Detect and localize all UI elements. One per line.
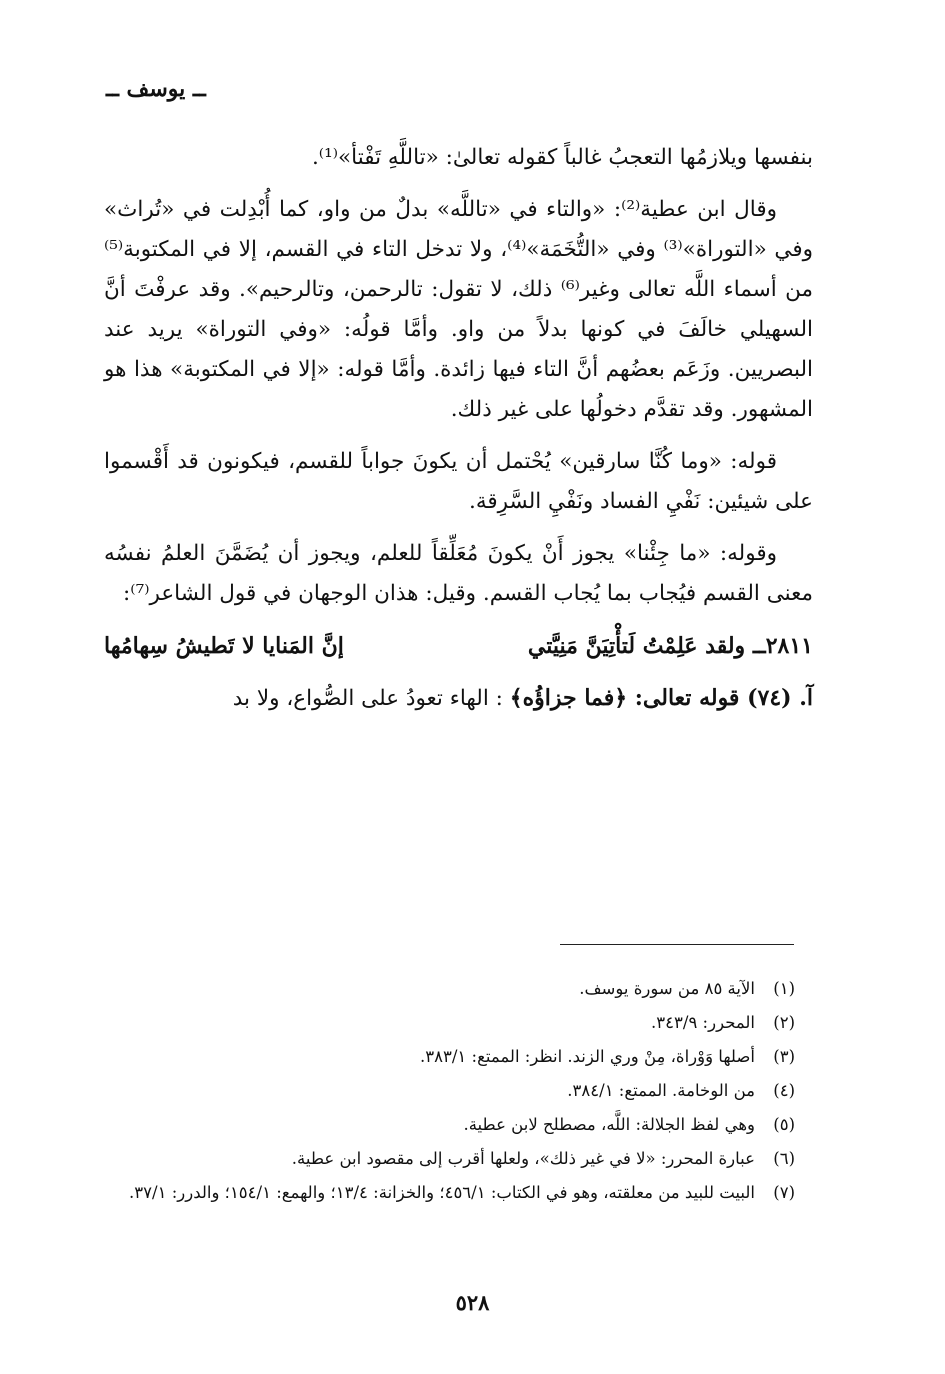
chapter-title: ــ يوسف ــ [106, 76, 206, 102]
ayah-commentary-line [104, 678, 813, 719]
footnote-number: (٣) [773, 1047, 795, 1066]
footnote [104, 1142, 795, 1176]
footnote-number: (٥) [773, 1115, 795, 1134]
paragraph: قوله: «وما كُنَّا سارقين» يُحْتمل أن يكونَ جواباً للقسم، فيكونون قد أَقْسموا على شيئين: نَفْيِ الفساد ونَفْيِ السَّرِقة. [104, 449, 813, 514]
ayah-reference: آ. (٧٤) قوله تعالى: ﴿فما جزاؤُه﴾ [509, 685, 813, 711]
footnote-number: (٢) [773, 1013, 795, 1032]
footnote [104, 1040, 795, 1074]
footnote-text: البيت للبيد من معلقته، وهو في الكتاب: ٤٥٦/١؛ والخزانة: ١٣/٤؛ والهمع: ١٥٤/١؛ والدرر: ٣٧/١. [129, 1183, 755, 1202]
poetry-verse [104, 626, 813, 666]
footnote-separator [560, 944, 794, 945]
footnote-text: أصلها وَوْراة، مِنْ وري الزند. انظر: الممتع: ٣٨٣/١. [420, 1047, 755, 1066]
paragraph: وقوله: «ما جِئْنا» يجوز أَنْ يكونَ مُعَلِّقاً للعلم، ويجوز أن يُضَمَّنَ العلمُ نفسُه معنى القسم فيُجاب بما يُجاب القسم. وقيل: هذان الوجهان في قول الشاعر⁽⁷⁾: [104, 541, 813, 606]
footnote-number: (٤) [773, 1081, 795, 1100]
footnote-text: المحرر: ٣٤٣/٩. [651, 1013, 755, 1032]
footnote [104, 1074, 795, 1108]
footnote-number: (٧) [773, 1183, 795, 1202]
footnote-text: وهي لفظ الجلالة: اللَّه، مصطلح لابن عطية. [463, 1115, 755, 1134]
verse-first-hemistich: ٢٨١١ــ ولقد عَلِمْتُ لَتأْتِيَنَّ مَنِيَّتي [527, 633, 813, 659]
footnote-number: (٦) [773, 1149, 795, 1168]
footnote-text: من الوخامة. الممتع: ٣٨٤/١. [567, 1081, 755, 1100]
footnote [104, 1006, 795, 1040]
paragraph: وقال ابن عطية⁽²⁾: «والتاء في «تاللَّه» بدلٌ من واو، كما أُبْدِلت في «تُراث» وفي «التوراة»⁽³⁾ وفي «التُّخَمَة»⁽⁴⁾، ولا تدخل التاء في القسم، إلا في المكتوبة⁽⁵⁾ من أسماء اللَّه تعالى وغير⁽⁶⁾ ذلك، لا تقول: تالرحمن، وتالرحيم». وقد عرفْتَ أنَّ السهيلي خالَفَ في كونها بدلاً من واو. وأمَّا قولُه: «وفي التوراة» يريد عند البصريين. وزَعَم بعضُهم أنَّ التاء فيها زائدة. وأمَّا قوله: «إلا في المكتوبة» هذا هو المشهور. وقد تقدَّم دخولُها على غير ذلك. [104, 197, 814, 422]
page-number: ٥٢٨ [455, 1290, 490, 1315]
footnote-text: عبارة المحرر: «لا في غير ذلك»، ولعلها أقرب إلى مقصود ابن عطية. [291, 1149, 755, 1168]
footnote [104, 1176, 795, 1210]
footnote-number: (١) [773, 979, 795, 998]
paragraph: بنفسها ويلازمُها التعجبُ غالباً كقوله تعالىٰ: «تاللَّهِ تَفْتأ»⁽¹⁾. [311, 145, 813, 170]
running-header [0, 70, 945, 110]
footnotes [104, 972, 795, 1210]
footnote [104, 1108, 795, 1142]
verse-second-hemistich: إنَّ المَنايا لا تَطيشُ سِهامُها [104, 633, 344, 659]
main-text [104, 138, 813, 731]
ayah-commentary: : الهاء تعودُ على الصُّواع، ولا بد [232, 686, 503, 711]
footnote [104, 972, 795, 1006]
footnote-text: الآية ٨٥ من سورة يوسف. [579, 979, 755, 998]
